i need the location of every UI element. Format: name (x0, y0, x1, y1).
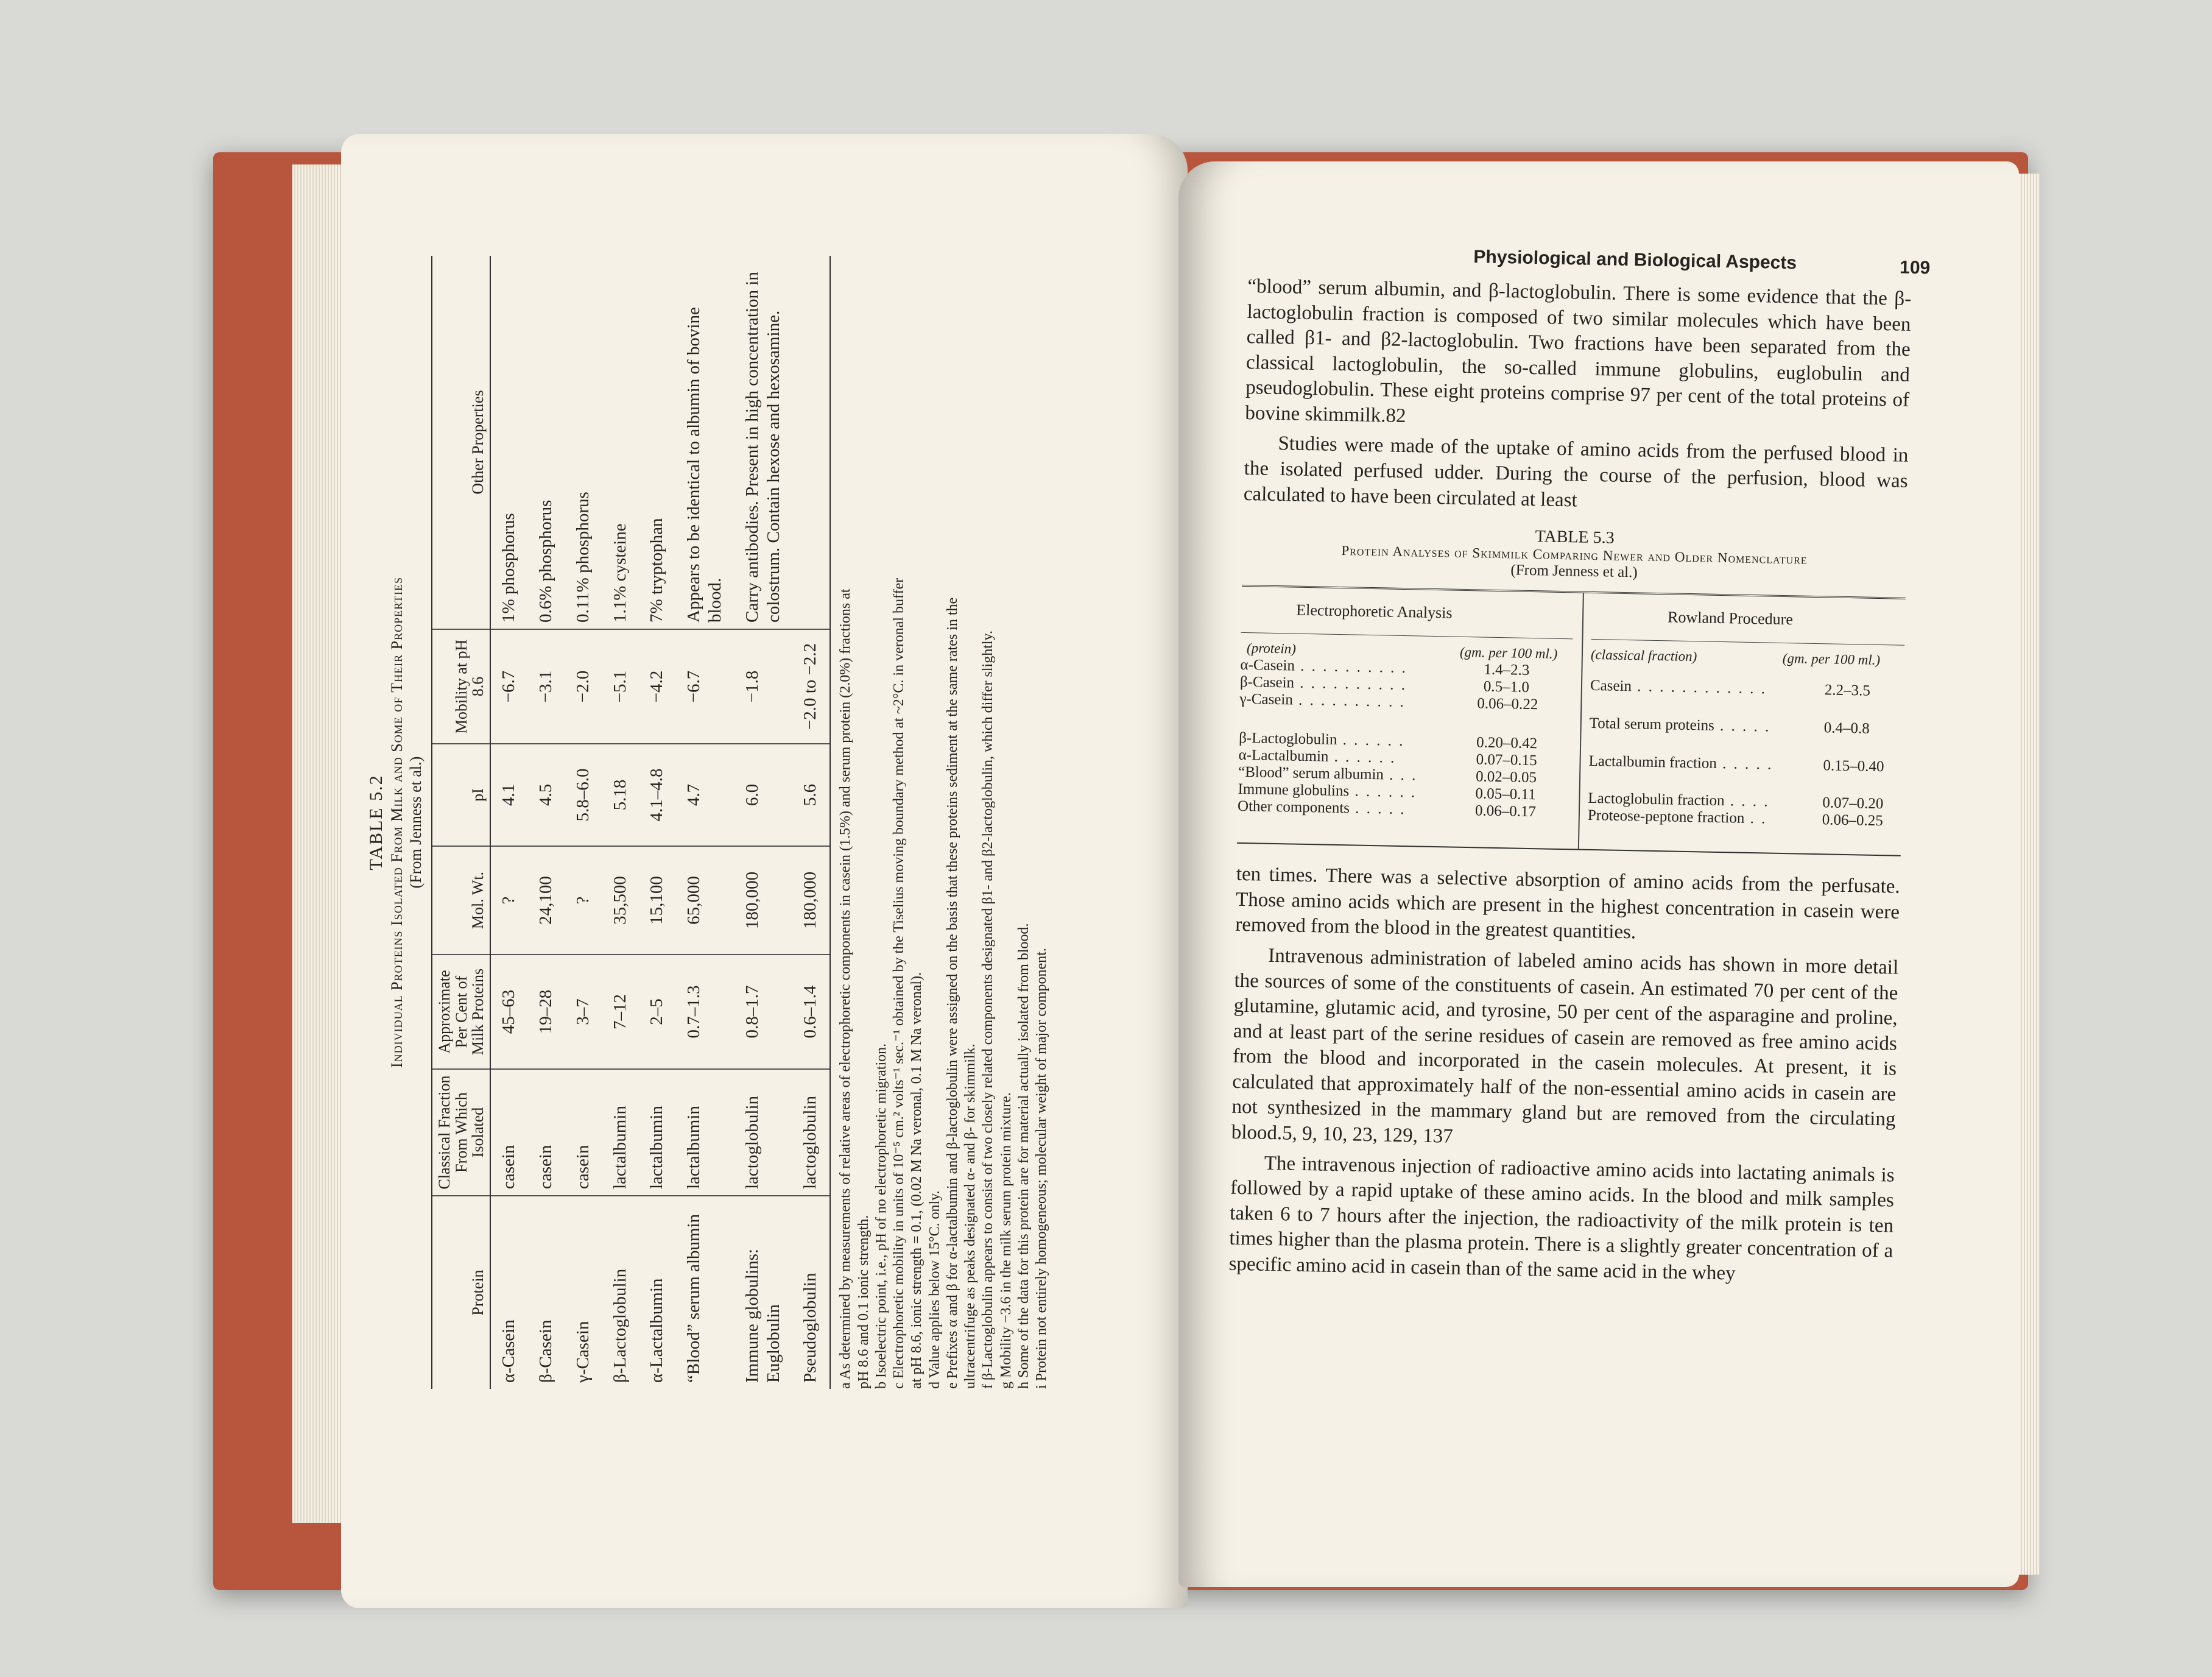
table-row: Lactoglobulin fraction . . . . (1588, 790, 1770, 810)
table-title: TABLE 5.3 (1535, 527, 1615, 548)
column-header: Mol. Wt. (432, 846, 490, 955)
footnote: pH 8.6 and 0.1 ionic strength. (855, 1215, 872, 1389)
cell-molwt: 180,000 (792, 846, 830, 955)
cell-percent: 7–12 (602, 955, 639, 1069)
table-row: Casein . . . . . . . . . . . . (1590, 677, 1767, 697)
cell-percent: 2–5 (639, 955, 676, 1069)
cell-molwt: 24,100 (528, 846, 565, 955)
cell-mobility: −2.0 (565, 629, 602, 744)
cell-mobility: −3.1 (528, 629, 565, 744)
cell-pi: 5.8–6.0 (565, 744, 602, 846)
cell-protein: Pseudoglobulin (792, 1196, 830, 1389)
table-value: 1.4–2.3 (1484, 661, 1530, 679)
footnote: h Some of the data for this protein are for material actually isolated from blood. (1015, 923, 1032, 1389)
cell-pi: 4.7 (676, 744, 734, 846)
table-row: γ-Casein . . . . . . . . . . (1239, 691, 1406, 711)
table-value: 0.5–1.0 (1483, 678, 1530, 696)
paragraph: Intravenous administration of labeled amino acids has shown in more detail the sources of some of the constituents of casein. An estimated 70 per cent of the glutamine, glutamic acid, and tyrosine, 50 per cent of the asparagine and proline, and at least part of the serine residues of casein are removed as free amino acids from the blood and incorporated in the casein molecules. At present, it is calculated that approximately half of the non-essential amino acids in casein are not synthesized in the mammary gland but are removed from the circulating blood.5, 9, 10, 23, 129, 137 (1231, 944, 1899, 1148)
cell-mobility: −4.2 (639, 629, 676, 744)
footnote: b Isoelectric point, i.e., pH of no electrophoretic migration. (873, 1043, 889, 1389)
page-number: 109 (1899, 257, 1931, 278)
table-value: 0.15–0.40 (1823, 757, 1884, 775)
column-header: Electrophoretic Analysis (1296, 601, 1453, 622)
cell-pi: 6.0 (734, 744, 793, 846)
sub-header: (gm. per 100 ml.) (1782, 651, 1881, 668)
table-row: “Blood” serum albumin . . . (1238, 764, 1418, 784)
table-row: Proteose-peptone fraction . . (1587, 807, 1767, 827)
paragraph: Studies were made of the uptake of amino acids from the perfused blood in the isolated perfused udder. During the course of the perfusion, blood was calculated to have been circulated at least (1243, 432, 1909, 512)
cell-other: Appears to be identical to albumin of bovine blood. (676, 256, 734, 629)
cell-mobility: −2.0 to −2.2 (792, 629, 830, 744)
cell-percent: 45–63 (490, 955, 528, 1069)
cell-mobility: −1.8 (734, 629, 793, 744)
column-header: Other Properties (432, 256, 490, 629)
footnote: at pH 8.6, ionic strength = 0.1, (0.02 M Na veronal, 0.1 M Na veronal). (909, 972, 925, 1389)
cell-pi: 4.1–4.8 (639, 744, 676, 846)
cell-protein: “Blood” serum albumin (684, 1213, 704, 1383)
footnote: c Electrophoretic mobility in units of 10⁻⁵ cm.² volts⁻¹ sec.⁻¹ obtained by the Tiselius moving boundary method at ~2°C. in veronal buffer (891, 577, 907, 1389)
cell-other: 0.11% phosphorus (565, 256, 602, 629)
table-row (602, 256, 639, 1389)
sub-header: (gm. per 100 ml.) (1459, 644, 1558, 662)
cell-fraction: lactoglobulin (734, 1069, 793, 1196)
sub-header: (protein) (1246, 640, 1297, 657)
cell-other: 0.6% phosphorus (528, 256, 565, 629)
cell-protein: β-Casein (536, 1319, 556, 1383)
cell-mobility: −6.7 (490, 629, 528, 744)
cell-molwt: 15,100 (639, 846, 676, 955)
table-5-2 (431, 256, 831, 1389)
cell-other (792, 256, 830, 629)
table-row (565, 256, 602, 1389)
table-source: (From Jenness et al.) (1510, 562, 1638, 581)
table-row (528, 256, 565, 1389)
cell-fraction: casein (528, 1069, 565, 1196)
cell-molwt: 35,500 (602, 846, 639, 955)
cell-fraction: lactoglobulin (792, 1069, 830, 1196)
running-head: Physiological and Biological Aspects (1473, 247, 1797, 274)
table-row: β-Casein . . . . . . . . . . (1239, 674, 1407, 694)
table-value: 0.06–0.22 (1477, 695, 1538, 713)
cell-percent: 0.8–1.7 (734, 955, 793, 1069)
table-caption-text: Protein Analyses of Skimmilk Comparing Newer and Older Nomenclature (1341, 543, 1808, 567)
cell-molwt: 65,000 (676, 846, 734, 955)
table-caption (365, 256, 425, 1389)
column-header: Protein (432, 1196, 490, 1389)
table-value: 0.05–0.11 (1475, 785, 1536, 803)
table-5-3 (1237, 585, 1906, 856)
table-value: 0.4–0.8 (1823, 719, 1870, 737)
cell-protein: α-Casein (499, 1319, 519, 1383)
table-value: 0.07–0.15 (1476, 751, 1537, 769)
table-value: 0.06–0.25 (1822, 811, 1884, 830)
sub-header: (classical fraction) (1590, 647, 1697, 665)
cell-pi: 5.6 (792, 744, 830, 846)
footnote: a As determined by measurements of relative areas of electrophoretic components in casein (1.5%) and serum protein (2.0%) fractions at (837, 588, 854, 1389)
footnote: ultracentrifuge as peaks designated α- and β- for skimmilk. (962, 1043, 979, 1389)
cell-percent: 3–7 (565, 955, 602, 1069)
column-header: Approximate Per Cent of Milk Proteins (432, 955, 490, 1069)
table-row (639, 256, 676, 1389)
table-row: Total serum proteins . . . . . (1589, 715, 1771, 735)
right-page-content (1228, 238, 1931, 1290)
table-row (734, 256, 793, 1389)
table-row (490, 256, 528, 1389)
table-row: α-Lactalbumin . . . . . . (1238, 747, 1397, 767)
column-header: pI (432, 744, 490, 846)
cell-protein: α-Lactalbumin (647, 1278, 667, 1383)
cell-pi: 4.1 (490, 744, 528, 846)
cell-mobility: −6.7 (676, 629, 734, 744)
footnote: f β-Lactoglobulin appears to consist of two closely related components designated β1- and β2-lactoglobulin, which differ slightly. (980, 630, 996, 1389)
table-caption-text: Individual Proteins Isolated From Milk and Some of Their Properties (388, 576, 406, 1068)
cell-other: Carry antibodies. Present in high concentration in colostrum. Contain hexose and hexosamine. (734, 256, 793, 629)
cell-other: 1% phosphorus (490, 256, 528, 629)
footnote: e Prefixes α and β for α-lactalbumin and β-lactoglobulin were assigned on the basis that these proteins sediment at the same rates in the (944, 597, 960, 1389)
cell-pi: 4.5 (528, 744, 565, 846)
footnote: i Protein not entirely homogeneous; molecular weight of major component. (1034, 948, 1050, 1389)
table-row (792, 256, 830, 1389)
table-value: 0.02–0.05 (1475, 768, 1537, 786)
cell-fraction: lactalbumin (602, 1069, 639, 1196)
header-rule (1591, 639, 1904, 646)
cell-percent: 0.6–1.4 (792, 955, 830, 1069)
cell-percent: 0.7–1.3 (676, 955, 734, 1069)
cell-molwt: ? (565, 846, 602, 955)
table-row: β-Lactoglobulin . . . . . . (1238, 730, 1405, 750)
table-value: 0.20–0.42 (1476, 734, 1538, 752)
cell-protein: Immune globulins: Euglobulin (742, 1249, 783, 1383)
cell-protein: γ-Casein (572, 1321, 593, 1383)
cell-other: 1.1% cysteine (602, 256, 639, 629)
cell-percent: 19–28 (528, 955, 565, 1069)
table-row: α-Casein . . . . . . . . . . (1240, 657, 1408, 677)
cell-pi: 5.18 (602, 744, 639, 846)
cell-molwt: ? (490, 846, 528, 955)
footnote: d Value applies below 15°C. only. (926, 1190, 943, 1389)
paragraph: The intravenous injection of radioactive amino acids into lactating animals is followed by a rapid uptake of these amino acids. In the blood and milk samples taken 6 to 7 hours after the injection, the radioactivity of the milk protein is ten times higher than the plasma protein. There is a slightly greater concentration of a specific amino acid in casein than of the same acid in the whey (1228, 1152, 1895, 1285)
cell-fraction: casein (490, 1069, 528, 1196)
table-value: 0.06–0.17 (1474, 802, 1537, 821)
cell-molwt: 180,000 (734, 846, 793, 955)
table-source: (From Jenness et al.) (407, 756, 425, 889)
header-rule (1241, 632, 1573, 639)
paragraph: ten times. There was a selective absorption of amino acids from the perfusate. Those amino acids which are present in the highest concentration in casein were removed from the blood in the greatest quantities. (1235, 863, 1901, 944)
cell-mobility: −5.1 (602, 629, 639, 744)
table-footnotes (837, 256, 1051, 1389)
cell-other: 7% tryptophan (639, 256, 676, 629)
cell-fraction: lactalbumin (676, 1069, 734, 1196)
footnote: g Mobility −3.6 in the milk serum protein mixture. (998, 1092, 1014, 1389)
column-divider (1578, 593, 1584, 849)
column-header: Classical Fraction From Which Isolated (432, 1069, 490, 1196)
table-row: Lactalbumin fraction . . . . . (1588, 753, 1773, 773)
paragraph: “blood” serum albumin, and β-lactoglobulin. There is some evidence that the β-lactoglobulin fraction is composed of two similar molecules which have been called β1- and β2-lactoglobulin. Two fractions have been separated from the classical lactoglobulin, the so-called immune globulins, euglobulin and pseudoglobulin. These eight proteins comprise 97 per cent of the total proteins of bovine skimmilk.82 (1245, 275, 1912, 427)
table-row: Other components . . . . . (1237, 798, 1406, 818)
cell-protein: β-Lactoglobulin (610, 1268, 630, 1383)
column-header: Mobility at pH 8.6 (432, 629, 490, 744)
cell-fraction: lactalbumin (639, 1069, 676, 1196)
column-header: Rowland Procedure (1667, 608, 1794, 629)
cell-fraction: casein (565, 1069, 602, 1196)
table-value: 0.07–0.20 (1822, 794, 1884, 813)
table-5-2-block (365, 256, 1050, 1389)
table-row (676, 256, 734, 1389)
table-value: 2.2–3.5 (1824, 682, 1871, 699)
table-row: Immune globulins . . . . . . (1238, 781, 1417, 801)
table-title: TABLE 5.2 (366, 774, 386, 870)
